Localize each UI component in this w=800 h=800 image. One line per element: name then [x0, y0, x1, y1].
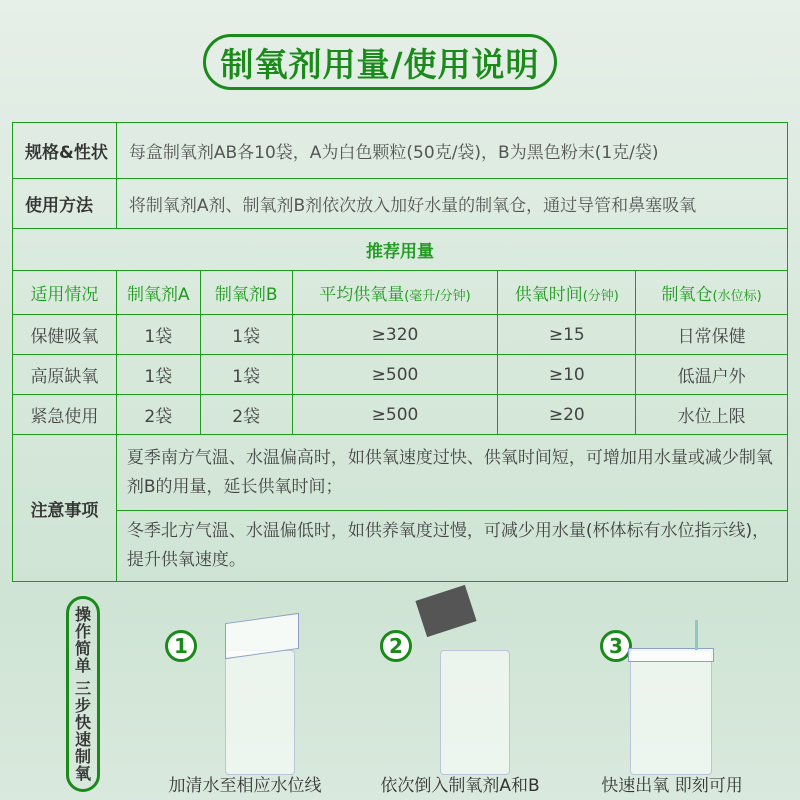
header-main: 制氧仓 [661, 285, 713, 305]
table-cell: 2袋 [200, 395, 292, 435]
spec-row [13, 123, 788, 179]
step-number: 2 [380, 630, 412, 662]
steps-label-char: 速 [74, 730, 91, 749]
table-cell: 1袋 [200, 315, 292, 355]
steps-label-char: 作 [74, 622, 91, 641]
step-caption: 加清水至相应水位线 [168, 776, 322, 796]
steps-label-char: 制 [74, 747, 91, 766]
column-header [636, 271, 788, 315]
note-item: 夏季南方气温、水温偏高时，如供氧速度过快、供氧时间短，可增加用水量或减少制氧剂B的用量，延长供氧时间； [116, 435, 787, 511]
steps-label-char: 三 [74, 679, 91, 698]
step-number: 1 [165, 630, 197, 662]
header-unit: (毫升/分钟) [404, 289, 471, 304]
table-cell: ≥320 [292, 315, 498, 355]
step-caption: 快速出氧 即刻可用 [601, 776, 743, 796]
usage-label: 使用方法 [13, 179, 117, 229]
step-caption: 依次倒入制氧剂A和B [380, 776, 540, 796]
table-cell: ≥500 [292, 355, 498, 395]
steps-label-char: 氧 [74, 764, 91, 783]
packet-image [415, 585, 476, 637]
steps-label-char: 操 [74, 605, 91, 624]
header-main: 适用情况 [30, 285, 99, 305]
table-cell: 日常保健 [636, 315, 788, 355]
header-unit: (分钟) [582, 289, 619, 304]
usage-row [13, 179, 788, 229]
column-header [498, 271, 636, 315]
page-title: 制氧剂用量/使用说明 [203, 34, 557, 90]
table-cell: 低温户外 [636, 355, 788, 395]
tube-image [695, 620, 698, 650]
table-cell: 水位上限 [636, 395, 788, 435]
spec-value: 每盒制氧剂AB各10袋，A为白色颗粒(50克/袋)，B为黑色粉末(1克/袋) [116, 123, 787, 179]
oxygen-container-image [440, 650, 510, 775]
steps-label [66, 596, 100, 792]
step-2 [380, 600, 580, 800]
table-cell: ≥10 [498, 355, 636, 395]
table-cell: ≥15 [498, 315, 636, 355]
steps-label-char: 步 [74, 696, 91, 715]
table-cell: 1袋 [116, 315, 200, 355]
note-row [13, 511, 788, 582]
table-cell: 1袋 [116, 355, 200, 395]
note-row [13, 435, 788, 511]
header-main: 制氧剂A [127, 285, 190, 305]
header-main: 制氧剂B [214, 285, 278, 305]
column-header [292, 271, 498, 315]
column-header [13, 271, 117, 315]
step-3 [600, 600, 800, 800]
usage-value: 将制氧剂A剂、制氧剂B剂依次放入加好水量的制氧仓，通过导管和鼻塞吸氧 [116, 179, 787, 229]
oxygen-container-image [630, 650, 712, 775]
column-header [116, 271, 200, 315]
steps-label-char: 简 [74, 639, 91, 658]
steps-label-char: 快 [74, 713, 91, 732]
table-cell: 保健吸氧 [13, 315, 117, 355]
spec-label: 规格&性状 [13, 123, 117, 179]
dosage-title: 推荐用量 [13, 229, 788, 271]
table-row [13, 395, 788, 435]
table-cell: ≥500 [292, 395, 498, 435]
table-cell: 2袋 [116, 395, 200, 435]
steps-label-char: 单 [74, 656, 91, 675]
table-cell: 紧急使用 [13, 395, 117, 435]
step-1 [165, 600, 365, 800]
usage-table [12, 122, 788, 582]
oxygen-container-image [225, 650, 295, 775]
header-main: 供氧时间 [514, 285, 583, 305]
note-item: 冬季北方气温、水温偏低时，如供养氧度过慢，可减少用水量(杯体标有水位指示线)，提升供氧速度。 [116, 511, 787, 582]
step-number: 3 [600, 630, 632, 662]
closed-lid-image [628, 648, 714, 662]
table-cell: 1袋 [200, 355, 292, 395]
column-header [200, 271, 292, 315]
table-row [13, 315, 788, 355]
dosage-header-row [13, 271, 788, 315]
header-unit: (水位标) [712, 289, 762, 304]
table-cell: 高原缺氧 [13, 355, 117, 395]
notes-label: 注意事项 [13, 435, 117, 582]
table-row [13, 355, 788, 395]
table-cell: ≥20 [498, 395, 636, 435]
header-main: 平均供氧量 [319, 285, 405, 305]
